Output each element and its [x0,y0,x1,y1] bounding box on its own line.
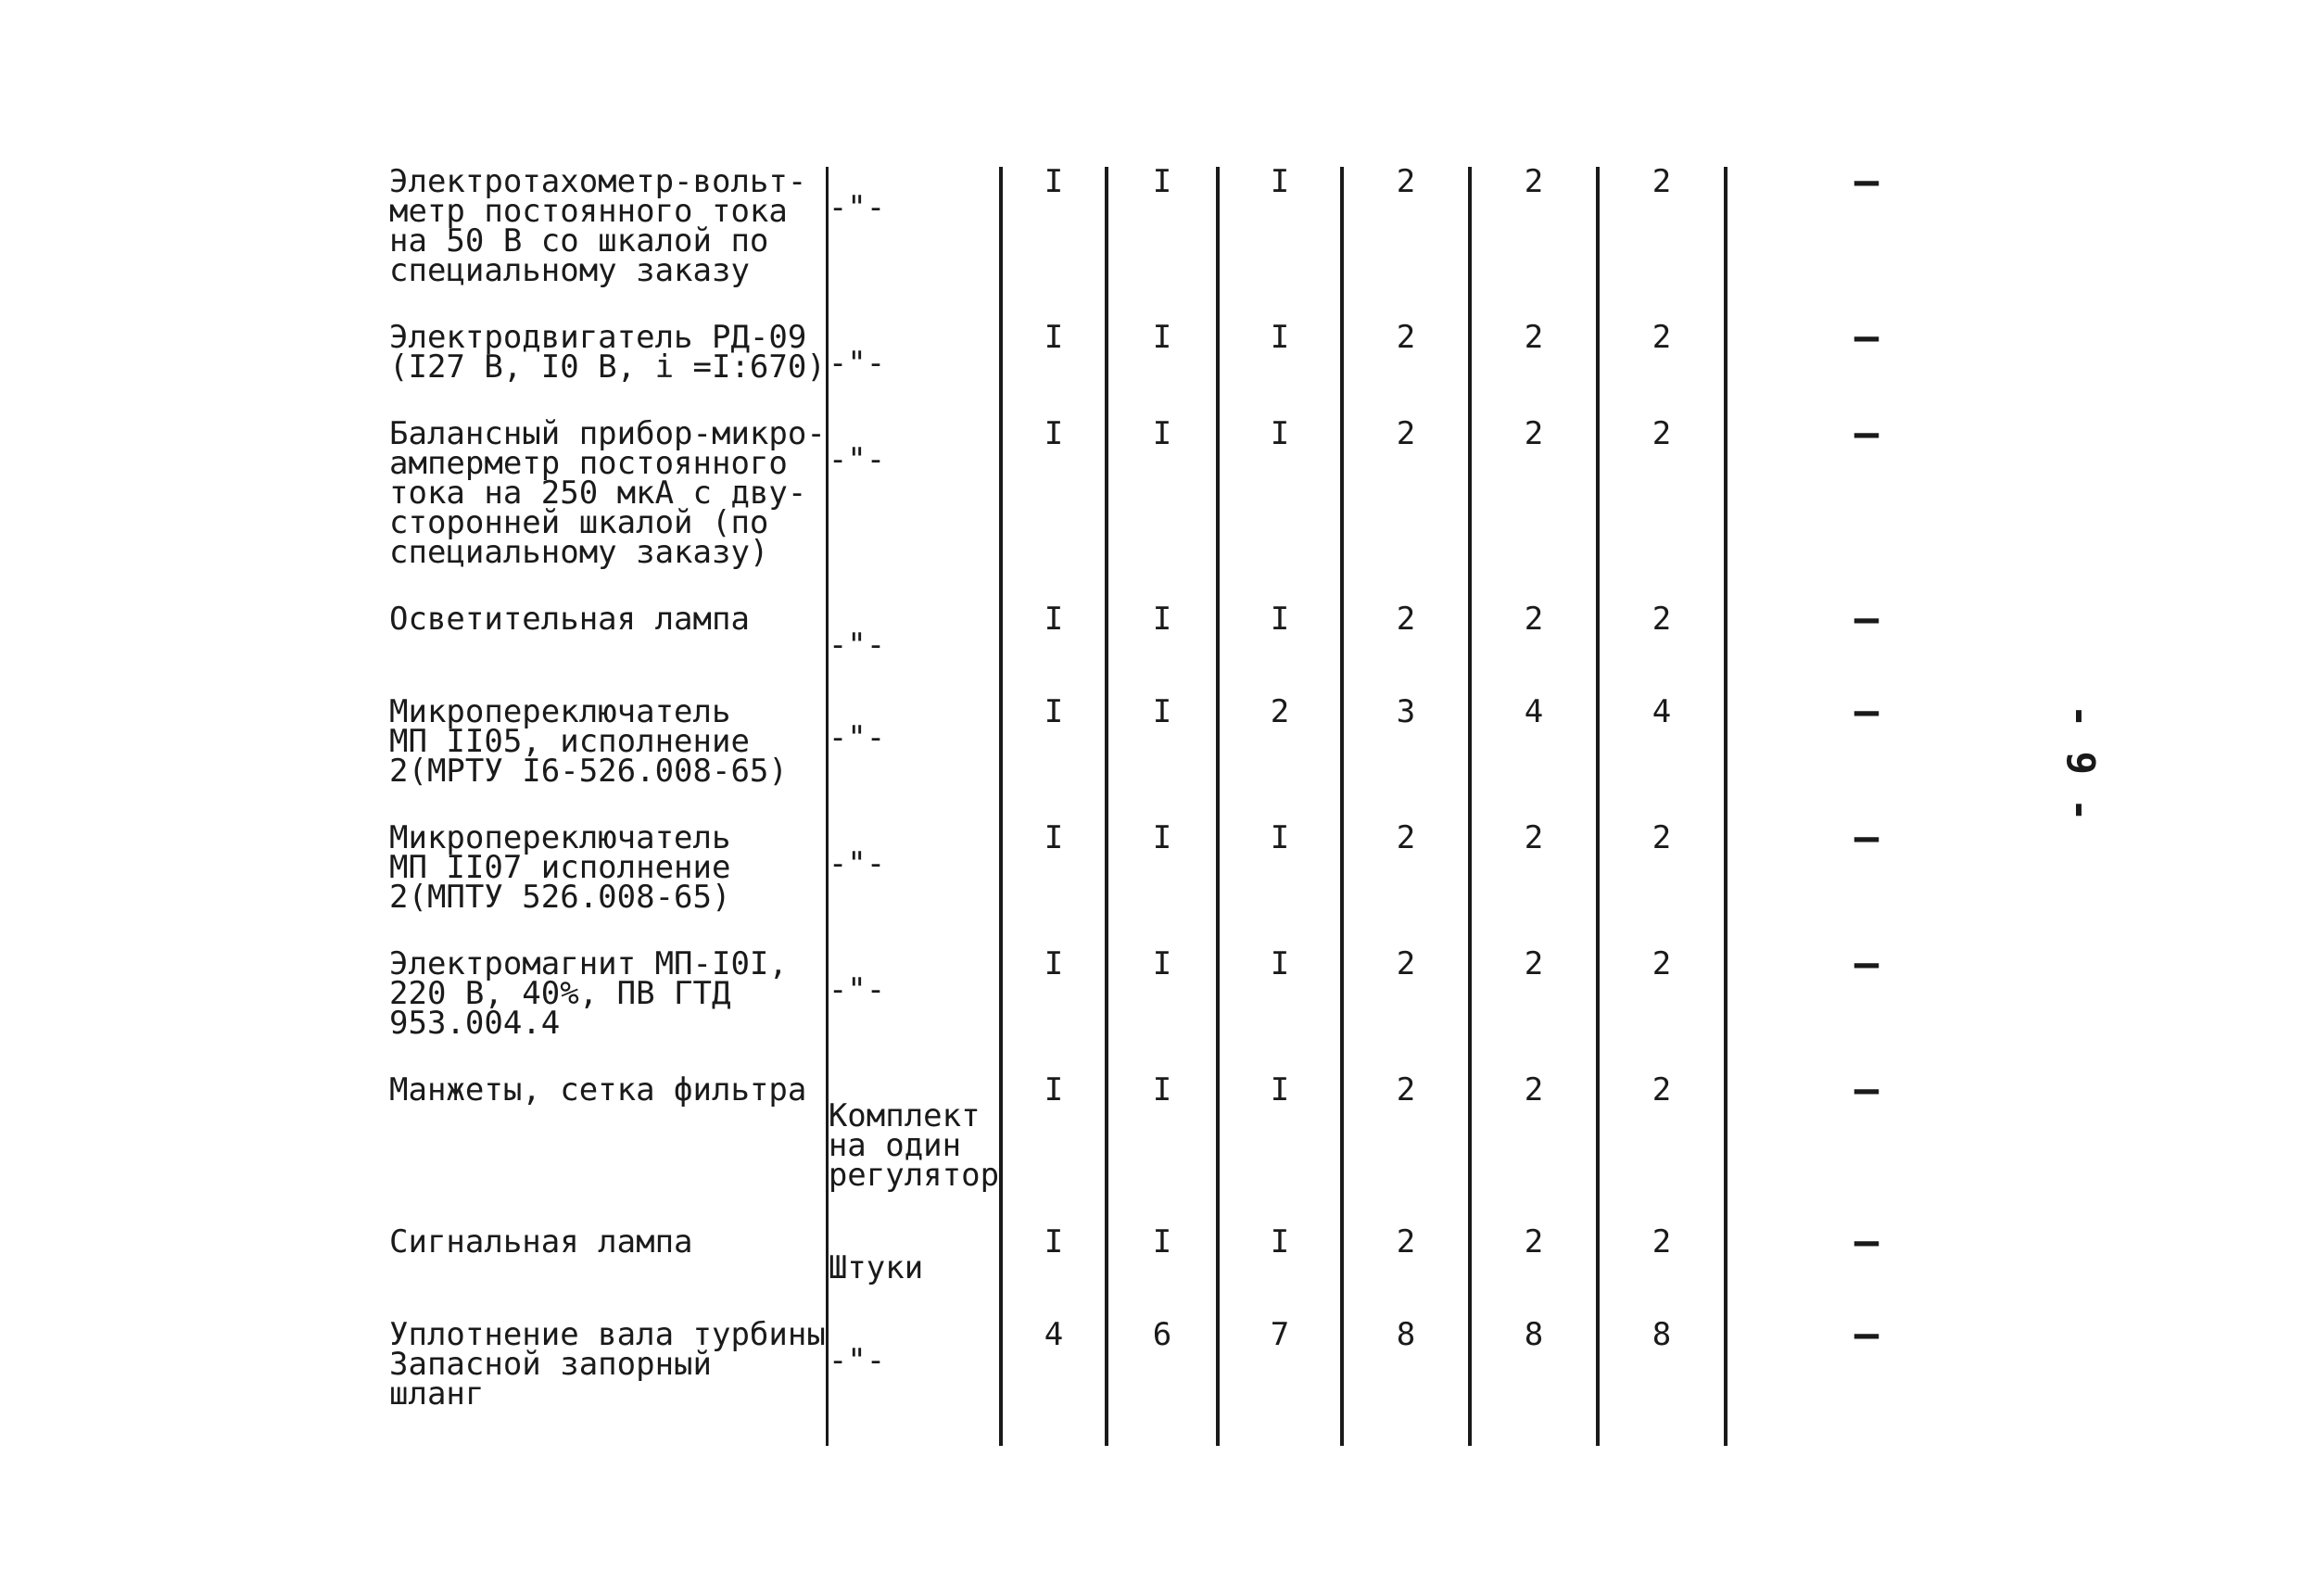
unit-line: Комплект [828,1097,981,1134]
quantity-cell: I [1001,697,1107,823]
item-name-line: специальному заказу) [389,534,769,571]
item-name-line: Балансный прибор-микро- [389,415,826,452]
quantity-cell: I [1107,1227,1218,1320]
quantity-cell: 7 [1218,1320,1342,1446]
table-body [389,158,2006,1446]
item-name-line: (I27 В, I0 В, i =I:670) [389,348,826,386]
item-name-line: метр постоянного тока [389,193,788,230]
page-number: - 9 - [2058,704,2104,822]
item-name-line: Манжеты, сетка фильтра [389,1071,807,1108]
item-name-cell [389,1071,827,1227]
quantity-cell: I [1001,949,1107,1075]
quantity-cell: 6 [1107,1320,1218,1446]
unit-line: -"- [828,719,886,756]
table-row [389,1075,2006,1227]
quantity-cell: I [1001,167,1107,323]
item-name-line: Микропереключатель [389,819,731,856]
item-name-line: специальному заказу [389,252,750,289]
item-name-cell [389,693,827,823]
item-name-cell [389,1223,827,1320]
item-name-line: Электромагнит МП-I0I, [389,945,788,982]
quantity-cell: I [1107,1075,1218,1227]
table-row [389,697,2006,823]
quantity-cell: I [1001,323,1107,419]
last-column-dash: — [1854,1218,1879,1265]
item-name-cell [389,163,827,323]
quantity-cell: 2 [1470,949,1598,1075]
quantity-cell: 2 [1342,323,1470,419]
quantity-cell: 2 [1342,167,1470,323]
quantity-cell: 2 [1598,323,1726,419]
quantity-cell: 2 [1598,1227,1726,1320]
item-name-line: 953.004.4 [389,1005,561,1042]
unit-line: -"- [828,441,886,478]
item-name-line: шланг [389,1375,485,1412]
item-name-line: сторонней шкалой (по [389,504,769,541]
table-row [389,823,2006,949]
quantity-cell: 2 [1598,604,1726,697]
unit-cell [827,697,1001,823]
quantity-cell: 8 [1342,1320,1470,1446]
item-name-line: Микропереключатель [389,693,731,730]
quantity-cell: I [1218,1075,1342,1227]
table-row [389,1320,2006,1446]
unit-line: -"- [828,627,886,664]
item-name-line: 2(МРТУ I6-526.008-65) [389,753,788,790]
unit-line: регулятор [828,1157,1000,1194]
quantity-cell: 2 [1470,604,1598,697]
last-column-dash: — [1854,158,1879,205]
quantity-cell: 2 [1342,419,1470,604]
last-column-dash: — [1854,410,1879,457]
quantity-cell: I [1001,1227,1107,1320]
quantity-cell: 3 [1342,697,1470,823]
quantity-cell: 2 [1470,323,1598,419]
quantity-cell: I [1107,697,1218,823]
item-name-line: 220 В, 40%, ПВ ГТД [389,975,731,1012]
quantity-cell: 2 [1598,949,1726,1075]
quantity-cell: I [1001,823,1107,949]
unit-cell [827,949,1001,1075]
last-column-dash: — [1854,1311,1879,1358]
spare-parts-table [389,158,2006,1446]
quantity-cell: 2 [1598,1075,1726,1227]
unit-cell [827,604,1001,697]
last-column-dash: — [1854,814,1879,861]
item-name-line: МП II05, исполнение [389,723,750,760]
quantity-cell: 8 [1598,1320,1726,1446]
item-name-line: амперметр постоянного [389,445,788,482]
quantity-cell: 2 [1470,167,1598,323]
quantity-cell: 2 [1470,419,1598,604]
item-name-line: Запасной запорный [389,1346,712,1383]
last-column-dash: — [1854,595,1879,642]
quantity-cell: 2 [1598,167,1726,323]
quantity-cell: 2 [1342,1227,1470,1320]
quantity-cell: 2 [1342,604,1470,697]
quantity-cell: I [1107,949,1218,1075]
quantity-cell: 2 [1218,697,1342,823]
last-column-dash: — [1854,688,1879,735]
table-row [389,323,2006,419]
quantity-cell: 4 [1001,1320,1107,1446]
quantity-cell: 2 [1342,949,1470,1075]
item-name-line: Электродвигатель РД-09 [389,319,807,356]
item-name-cell [389,945,827,1075]
quantity-cell: I [1107,823,1218,949]
unit-cell [827,823,1001,949]
table-row [389,604,2006,697]
quantity-cell: 2 [1470,1075,1598,1227]
quantity-cell: I [1218,823,1342,949]
table-row [389,949,2006,1075]
item-name-line: Электротахометр-вольт- [389,163,807,200]
table-row [389,167,2006,323]
unit-line: -"- [828,845,886,882]
item-name-cell [389,819,827,949]
quantity-cell: 2 [1470,1227,1598,1320]
item-name-line: Осветительная лампа [389,601,750,638]
item-name-cell [389,319,827,419]
quantity-cell: I [1107,604,1218,697]
unit-line: -"- [828,345,886,382]
item-name-line: на 50 В со шкалой по [389,222,769,260]
item-name-line: 2(МПТУ 526.008-65) [389,879,731,916]
quantity-cell: 2 [1598,419,1726,604]
quantity-cell: I [1107,419,1218,604]
unit-cell [827,1227,1001,1320]
table-row [389,419,2006,604]
quantity-cell: I [1218,604,1342,697]
item-name-cell [389,415,827,604]
quantity-cell: 4 [1598,697,1726,823]
quantity-cell: I [1218,419,1342,604]
item-name-line: тока на 250 мкА с дву- [389,475,807,512]
quantity-cell: I [1001,604,1107,697]
last-column-dash: — [1854,940,1879,987]
unit-cell [827,167,1001,323]
unit-line: на один [828,1127,962,1164]
unit-line: -"- [828,1342,886,1379]
unit-line: -"- [828,971,886,1008]
quantity-cell: 4 [1470,697,1598,823]
quantity-cell: I [1218,323,1342,419]
quantity-cell: I [1218,949,1342,1075]
unit-line: -"- [828,189,886,226]
quantity-cell: I [1218,1227,1342,1320]
last-column-dash: — [1854,313,1879,361]
quantity-cell: I [1218,167,1342,323]
table-row [389,1227,2006,1320]
quantity-cell: 2 [1342,823,1470,949]
item-name-cell [389,601,827,697]
quantity-cell: 2 [1470,823,1598,949]
unit-cell [827,1075,1001,1227]
unit-cell [827,419,1001,604]
unit-line: Штуки [828,1249,924,1286]
item-name-line: Сигнальная лампа [389,1223,693,1260]
quantity-cell: 8 [1470,1320,1598,1446]
last-column-dash: — [1854,1066,1879,1113]
item-name-cell [389,1316,827,1446]
unit-cell [827,323,1001,419]
quantity-cell: I [1107,323,1218,419]
quantity-cell: I [1107,167,1218,323]
quantity-cell: 2 [1598,823,1726,949]
item-name-line: МП II07 исполнение [389,849,731,886]
quantity-cell: 2 [1342,1075,1470,1227]
quantity-cell: I [1001,419,1107,604]
quantity-cell: I [1001,1075,1107,1227]
unit-cell [827,1320,1001,1446]
item-name-line: Уплотнение вала турбины [389,1316,826,1353]
